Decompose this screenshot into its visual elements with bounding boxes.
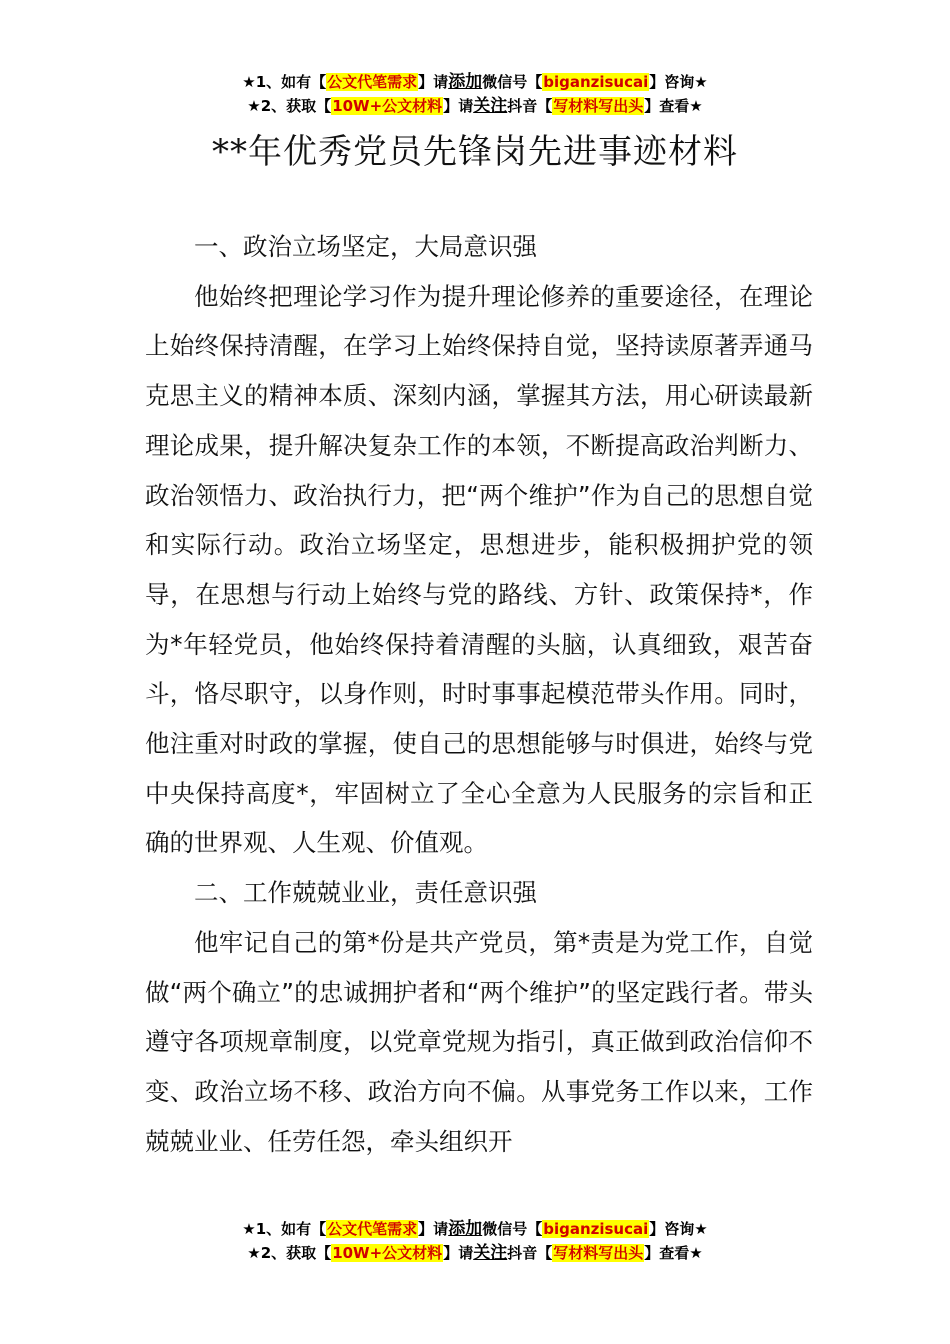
banner-line-1 <box>0 1217 950 1241</box>
banner-highlight: 公文代笔需求 <box>327 1220 418 1238</box>
header-banner <box>0 70 950 118</box>
banner-text: 微信号【 <box>482 1220 543 1238</box>
banner-highlight: biganzisucai <box>543 73 649 91</box>
document-body <box>145 222 813 1166</box>
banner-text: 】查看★ <box>644 97 703 115</box>
banner-text: 】请 <box>443 97 474 115</box>
banner-highlight: 公文代笔需求 <box>327 73 418 91</box>
banner-text: 抖音【 <box>507 97 553 115</box>
banner-text: 】查看★ <box>644 1244 703 1262</box>
section-1-paragraph: 他始终把理论学习作为提升理论修养的重要途径，在理论上始终保持清醒，在学习上始终保持自觉，坚持读原著弄通马克思主义的精神本质、深刻内涵，掌握其方法，用心研读最新理论成果，提升解决复杂工作的本领，不断提高政治判断力、政治领悟力、政治执行力，把“两个维护”作为自己的思想自觉和实际行动。政治立场坚定，思想进步，能积极拥护党的领导，在思想与行动上始终与党的路线、方针、政策保持*，作为*年轻党员，他始终保持着清醒的头脑，认真细致，艰苦奋斗，恪尽职守，以身作则，时时事事起模范带头作用。同时，他注重对时政的掌握，使自己的思想能够与时俱进，始终与党中央保持高度*，牢固树立了全心全意为人民服务的宗旨和正确的世界观、人生观、价值观。 <box>145 281 813 858</box>
document-title: **年优秀党员先锋岗先进事迹材料 <box>212 132 738 172</box>
banner-text: 】咨询★ <box>649 1220 708 1238</box>
banner-line-2 <box>0 1241 950 1265</box>
banner-text: 抖音【 <box>507 1244 553 1262</box>
banner-line-1 <box>0 70 950 94</box>
banner-line-2 <box>0 94 950 118</box>
section-2-paragraph: 他牢记自己的第*份是共产党员，第*责是为党工作，自觉做“两个确立”的忠诚拥护者和“两个维护”的坚定践行者。带头遵守各项规章制度，以党章党规为指引，真正做到政治信仰不变、政治立场不移、政治方向不偏。从事党务工作以来，工作兢兢业业、任劳任怨，牵头组织开 <box>145 927 813 1156</box>
banner-highlight: biganzisucai <box>543 1220 649 1238</box>
banner-text: ★2、获取【 <box>247 1244 332 1262</box>
banner-underlined: 关注 <box>473 96 508 116</box>
banner-text: 】请 <box>418 73 449 91</box>
section-2-heading: 二、工作兢兢业业，责任意识强 <box>194 878 537 908</box>
banner-highlight: 写材料写出头 <box>553 1244 644 1262</box>
banner-text: 】咨询★ <box>649 73 708 91</box>
banner-underlined: 添加 <box>448 1219 483 1239</box>
banner-text: ★1、如有【 <box>242 73 327 91</box>
banner-text: 】请 <box>443 1244 474 1262</box>
banner-text: ★2、获取【 <box>247 97 332 115</box>
banner-underlined: 添加 <box>448 72 483 92</box>
banner-highlight: 10W+公文材料 <box>332 97 443 115</box>
section-1-heading: 一、政治立场坚定，大局意识强 <box>194 232 537 261</box>
footer-banner <box>0 1217 950 1265</box>
banner-highlight: 10W+公文材料 <box>332 1244 443 1262</box>
banner-text: 】请 <box>418 1220 449 1238</box>
banner-text: ★1、如有【 <box>242 1220 327 1238</box>
banner-underlined: 关注 <box>473 1243 508 1263</box>
banner-highlight: 写材料写出头 <box>553 97 644 115</box>
banner-text: 微信号【 <box>482 73 543 91</box>
